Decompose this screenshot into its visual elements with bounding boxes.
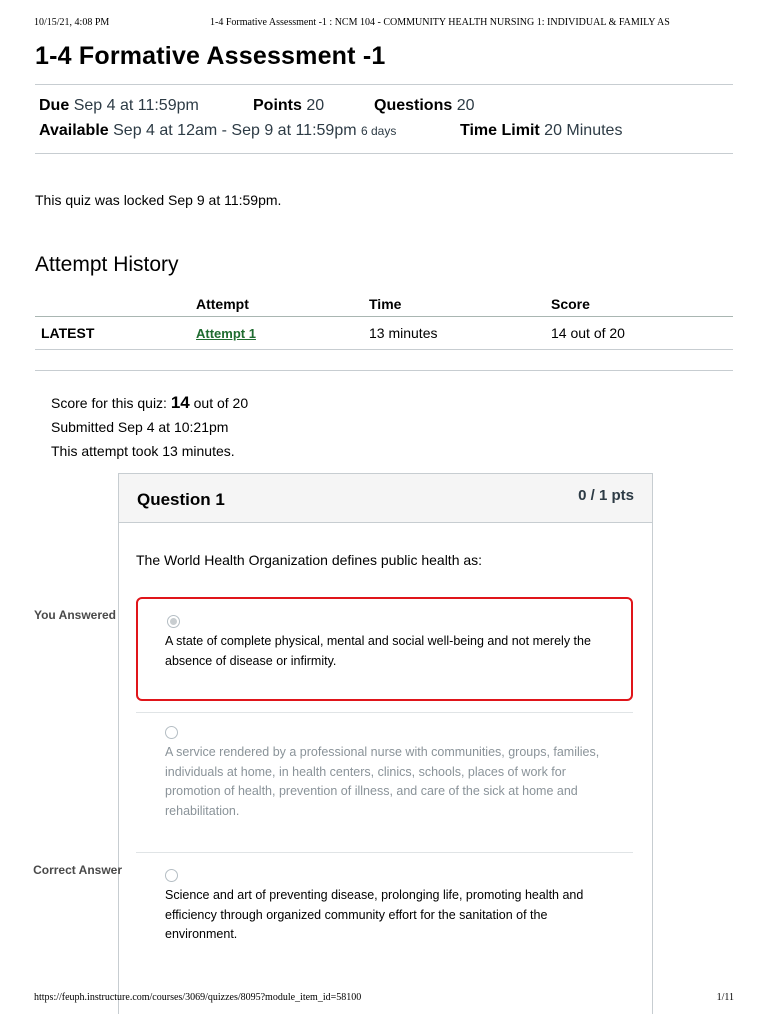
question-text: The World Health Organization defines public health as: — [136, 552, 483, 568]
points-label: Points — [253, 97, 302, 114]
score-value: 14 — [170, 393, 190, 412]
answer-text-1: A state of complete physical, mental and social well-being and not merely the absence of disease or infirmity. — [165, 634, 591, 668]
title-divider — [35, 84, 733, 85]
print-doc-title: 1-4 Formative Assessment -1 : NCM 104 - COMMUNITY HEALTH NURSING 1: INDIVIDUAL & FAMILY AS — [210, 17, 670, 28]
page-title: 1-4 Formative Assessment -1 — [35, 42, 386, 70]
attempt-cell — [196, 317, 369, 350]
answer-text-2: A service rendered by a professional nurse with communities, groups, families, individuals at home, in health centers, clinics, schools, places of work for promotion of health, prevention of illness, and care of the sick at home and rehabilitation. — [165, 745, 600, 818]
answer-divider — [136, 712, 633, 713]
due-value: Sep 4 at 11:59pm — [73, 97, 199, 114]
history-divider — [35, 370, 733, 371]
attempt-history-heading: Attempt History — [35, 253, 179, 276]
score-prefix: Score for this quiz: — [51, 395, 167, 411]
table-row — [35, 317, 733, 350]
print-datetime: 10/15/21, 4:08 PM — [34, 17, 110, 28]
score-suffix: out of 20 — [193, 395, 249, 411]
print-page-number: 1/11 — [716, 992, 734, 1003]
print-header — [0, 17, 768, 31]
available-value: Sep 4 at 12am - Sep 9 at 11:59pm — [113, 122, 357, 139]
column-header-time: Time — [369, 292, 551, 317]
print-footer — [0, 992, 768, 1006]
time-limit-value: 20 Minutes — [544, 122, 623, 139]
details-divider — [35, 153, 733, 154]
points-value: 20 — [306, 97, 325, 114]
latest-label: LATEST — [35, 317, 196, 350]
time-limit-detail — [460, 122, 622, 140]
available-label: Available — [39, 122, 109, 139]
you-answered-label: You Answered — [33, 608, 116, 622]
score-summary — [51, 391, 248, 463]
question-points: 0 / 1 pts — [578, 487, 634, 504]
question-header — [119, 474, 652, 523]
score-line — [51, 391, 248, 415]
column-header-attempt: Attempt — [196, 292, 369, 317]
submitted-line: Submitted Sep 4 at 10:21pm — [51, 419, 229, 435]
lock-message: This quiz was locked Sep 9 at 11:59pm. — [35, 192, 282, 208]
answer-option-2 — [136, 726, 633, 821]
table-header-row — [35, 292, 733, 317]
quiz-details-row-2 — [39, 122, 396, 140]
duration-line: This attempt took 13 minutes. — [51, 443, 235, 459]
questions-label: Questions — [374, 97, 453, 114]
column-header-score: Score — [551, 292, 733, 317]
score-cell: 14 out of 20 — [551, 317, 733, 350]
quiz-details-row-1 — [39, 97, 199, 115]
question-title: Question 1 — [137, 490, 225, 509]
time-cell: 13 minutes — [369, 317, 551, 350]
questions-detail — [374, 97, 474, 115]
radio-selected-icon — [167, 615, 180, 628]
answer-option-3 — [136, 869, 633, 945]
available-duration: 6 days — [361, 124, 397, 138]
attempt-1-link[interactable]: Attempt 1 — [196, 326, 256, 341]
questions-value: 20 — [456, 97, 475, 114]
answer-text-3: Science and art of preventing disease, prolonging life, promoting health and efficiency through organized community effort for the sanitation of the environment. — [165, 888, 584, 941]
column-header-label — [35, 292, 196, 317]
radio-empty-icon — [165, 869, 178, 882]
time-limit-label: Time Limit — [460, 122, 540, 139]
print-url: https://feuph.instructure.com/courses/3069/quizzes/8095?module_item_id=58100 — [34, 992, 362, 1003]
attempt-history-table — [35, 292, 733, 350]
points-detail — [253, 97, 324, 115]
due-label: Due — [39, 97, 70, 114]
answer-option-1 — [136, 597, 633, 701]
correct-answer-label: Correct Answer — [33, 863, 122, 877]
answer-divider — [136, 852, 633, 853]
radio-empty-icon — [165, 726, 178, 739]
